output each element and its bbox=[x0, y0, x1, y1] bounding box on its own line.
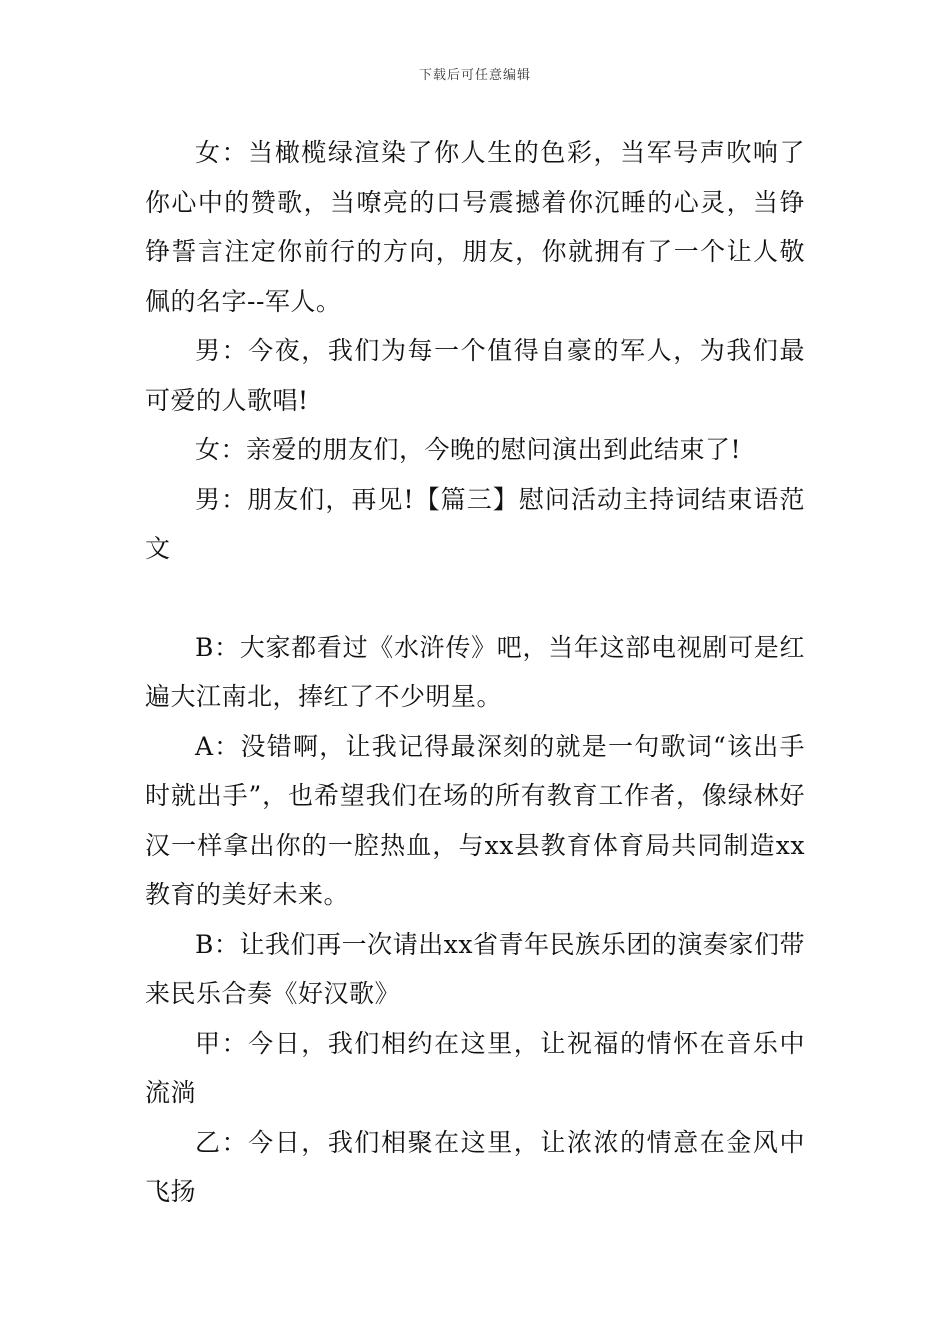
paragraph: 男：今夜，我们为每一个值得自豪的军人，为我们最可爱的人歌唱! bbox=[145, 336, 805, 415]
paragraph: 男：朋友们，再见!【篇三】慰问活动主持词结束语范文 bbox=[145, 484, 805, 563]
blank-line bbox=[145, 574, 805, 623]
paragraph: A：没错啊，让我记得最深刻的就是一句歌词“该出手时就出手”，也希望我们在场的所有教育工作者，像绿林好汉一样拿出你的一腔热血，与xx县教育体育局共同制造xx教育的美好未来。 bbox=[145, 731, 805, 909]
paragraph: B：大家都看过《水浒传》吧，当年这部电视剧可是红遍大江南北，捧红了不少明星。 bbox=[145, 632, 805, 711]
page-header: 下载后可任意编辑 bbox=[418, 68, 531, 83]
paragraph: 乙：今日，我们相聚在这里，让浓浓的情意在金风中飞扬 bbox=[145, 1127, 805, 1206]
paragraph: 女：当橄榄绿渲染了你人生的色彩，当军号声吹响了你心中的赞歌，当嘹亮的口号震撼着你沉睡的心灵，当铮铮誓言注定你前行的方向，朋友，你就拥有了一个让人敬佩的名字--军人。 bbox=[145, 138, 805, 316]
paragraph: 女：亲爱的朋友们，今晚的慰问演出到此结束了! bbox=[195, 435, 742, 464]
paragraph: B：让我们再一次请出xx省青年民族乐团的演奏家们带来民乐合奏《好汉歌》 bbox=[145, 929, 805, 1008]
paragraph: 甲：今日，我们相约在这里，让祝福的情怀在音乐中流淌 bbox=[145, 1028, 805, 1107]
document-body bbox=[145, 128, 805, 1217]
